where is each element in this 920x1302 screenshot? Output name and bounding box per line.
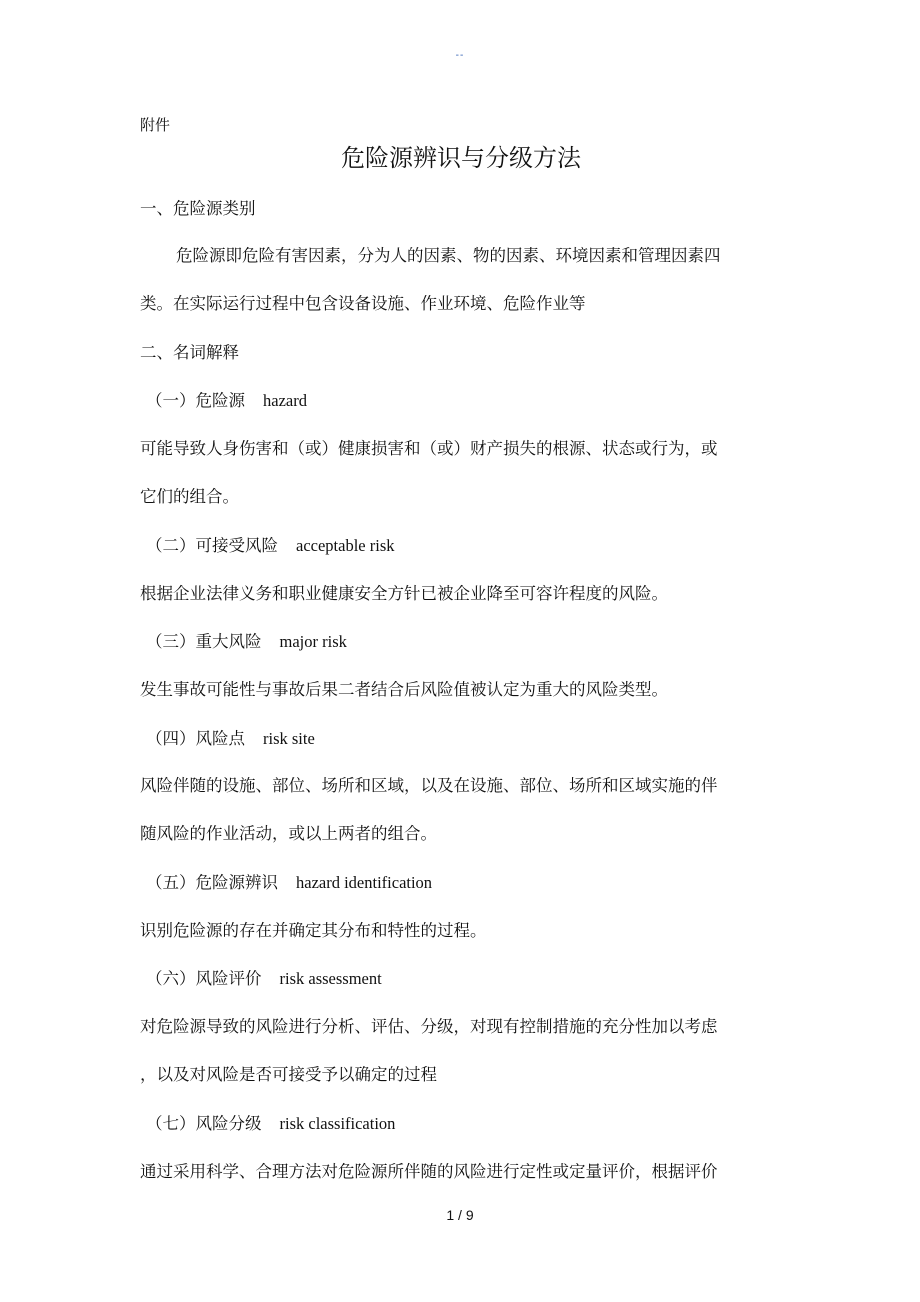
term-heading: [146, 967, 788, 991]
term-heading: [146, 1112, 788, 1136]
document-title: 危险源辨识与分级方法: [341, 144, 581, 172]
term-definition-line: 风险伴随的设施、部位、场所和区域，以及在设施、部位、场所和区域实施的伴: [140, 776, 718, 795]
term-definition-line: ，以及对风险是否可接受予以确定的过程: [140, 1065, 437, 1084]
term-heading: [146, 871, 788, 895]
paragraph-line: 类。在实际运行过程中包含设备设施、作业环境、危险作业等: [140, 294, 586, 313]
paragraph-line: 危险源即危险有害因素，分为人的因素、物的因素、环境因素和管理因素四: [176, 246, 721, 265]
term-heading: [146, 630, 788, 654]
section-heading-terms: 二、名词解释: [140, 343, 239, 362]
document-page: [140, 0, 782, 1302]
term-english: hazard identification: [296, 873, 433, 892]
term-definition-line: 可能导致人身伤害和（或）健康损害和（或）财产损失的根源、状态或行为，或: [140, 439, 718, 458]
term-definition-line: 发生事故可能性与事故后果二者结合后风险值被认定为重大的风险类型。: [140, 680, 668, 699]
term-definition-line: 识别危险源的存在并确定其分布和特性的过程。: [140, 921, 487, 940]
term-label: （六）风险评价: [146, 969, 262, 988]
term-english: risk classification: [279, 1114, 396, 1133]
term-definition-line: 对危险源导致的风险进行分析、评估、分级，对现有控制措施的充分性加以考虑: [140, 1017, 718, 1036]
term-definition-line: 它们的组合。: [140, 487, 239, 506]
term-label: （二）可接受风险: [146, 536, 278, 555]
term-english: acceptable risk: [296, 536, 395, 555]
term-label: （一）危险源: [146, 391, 245, 410]
term-definition-line: 通过采用科学、合理方法对危险源所伴随的风险进行定性或定量评价，根据评价: [140, 1162, 718, 1181]
term-definition-line: 随风险的作业活动，或以上两者的组合。: [140, 824, 437, 843]
term-heading: [146, 389, 788, 413]
section-heading-categories: 一、危险源类别: [140, 199, 256, 218]
term-english: risk assessment: [279, 969, 382, 988]
attachment-label: 附件: [140, 116, 171, 134]
header-mark: --: [455, 50, 465, 61]
term-label: （四）风险点: [146, 729, 245, 748]
term-definition-line: 根据企业法律义务和职业健康安全方针已被企业降至可容许程度的风险。: [140, 584, 668, 603]
term-english: major risk: [279, 632, 347, 651]
term-label: （三）重大风险: [146, 632, 262, 651]
term-english: hazard: [263, 391, 307, 410]
term-heading: [146, 534, 788, 558]
page-number: 1 / 9: [446, 1207, 474, 1223]
term-label: （五）危险源辨识: [146, 873, 278, 892]
term-label: （七）风险分级: [146, 1114, 262, 1133]
term-heading: [146, 727, 788, 751]
term-english: risk site: [263, 729, 315, 748]
